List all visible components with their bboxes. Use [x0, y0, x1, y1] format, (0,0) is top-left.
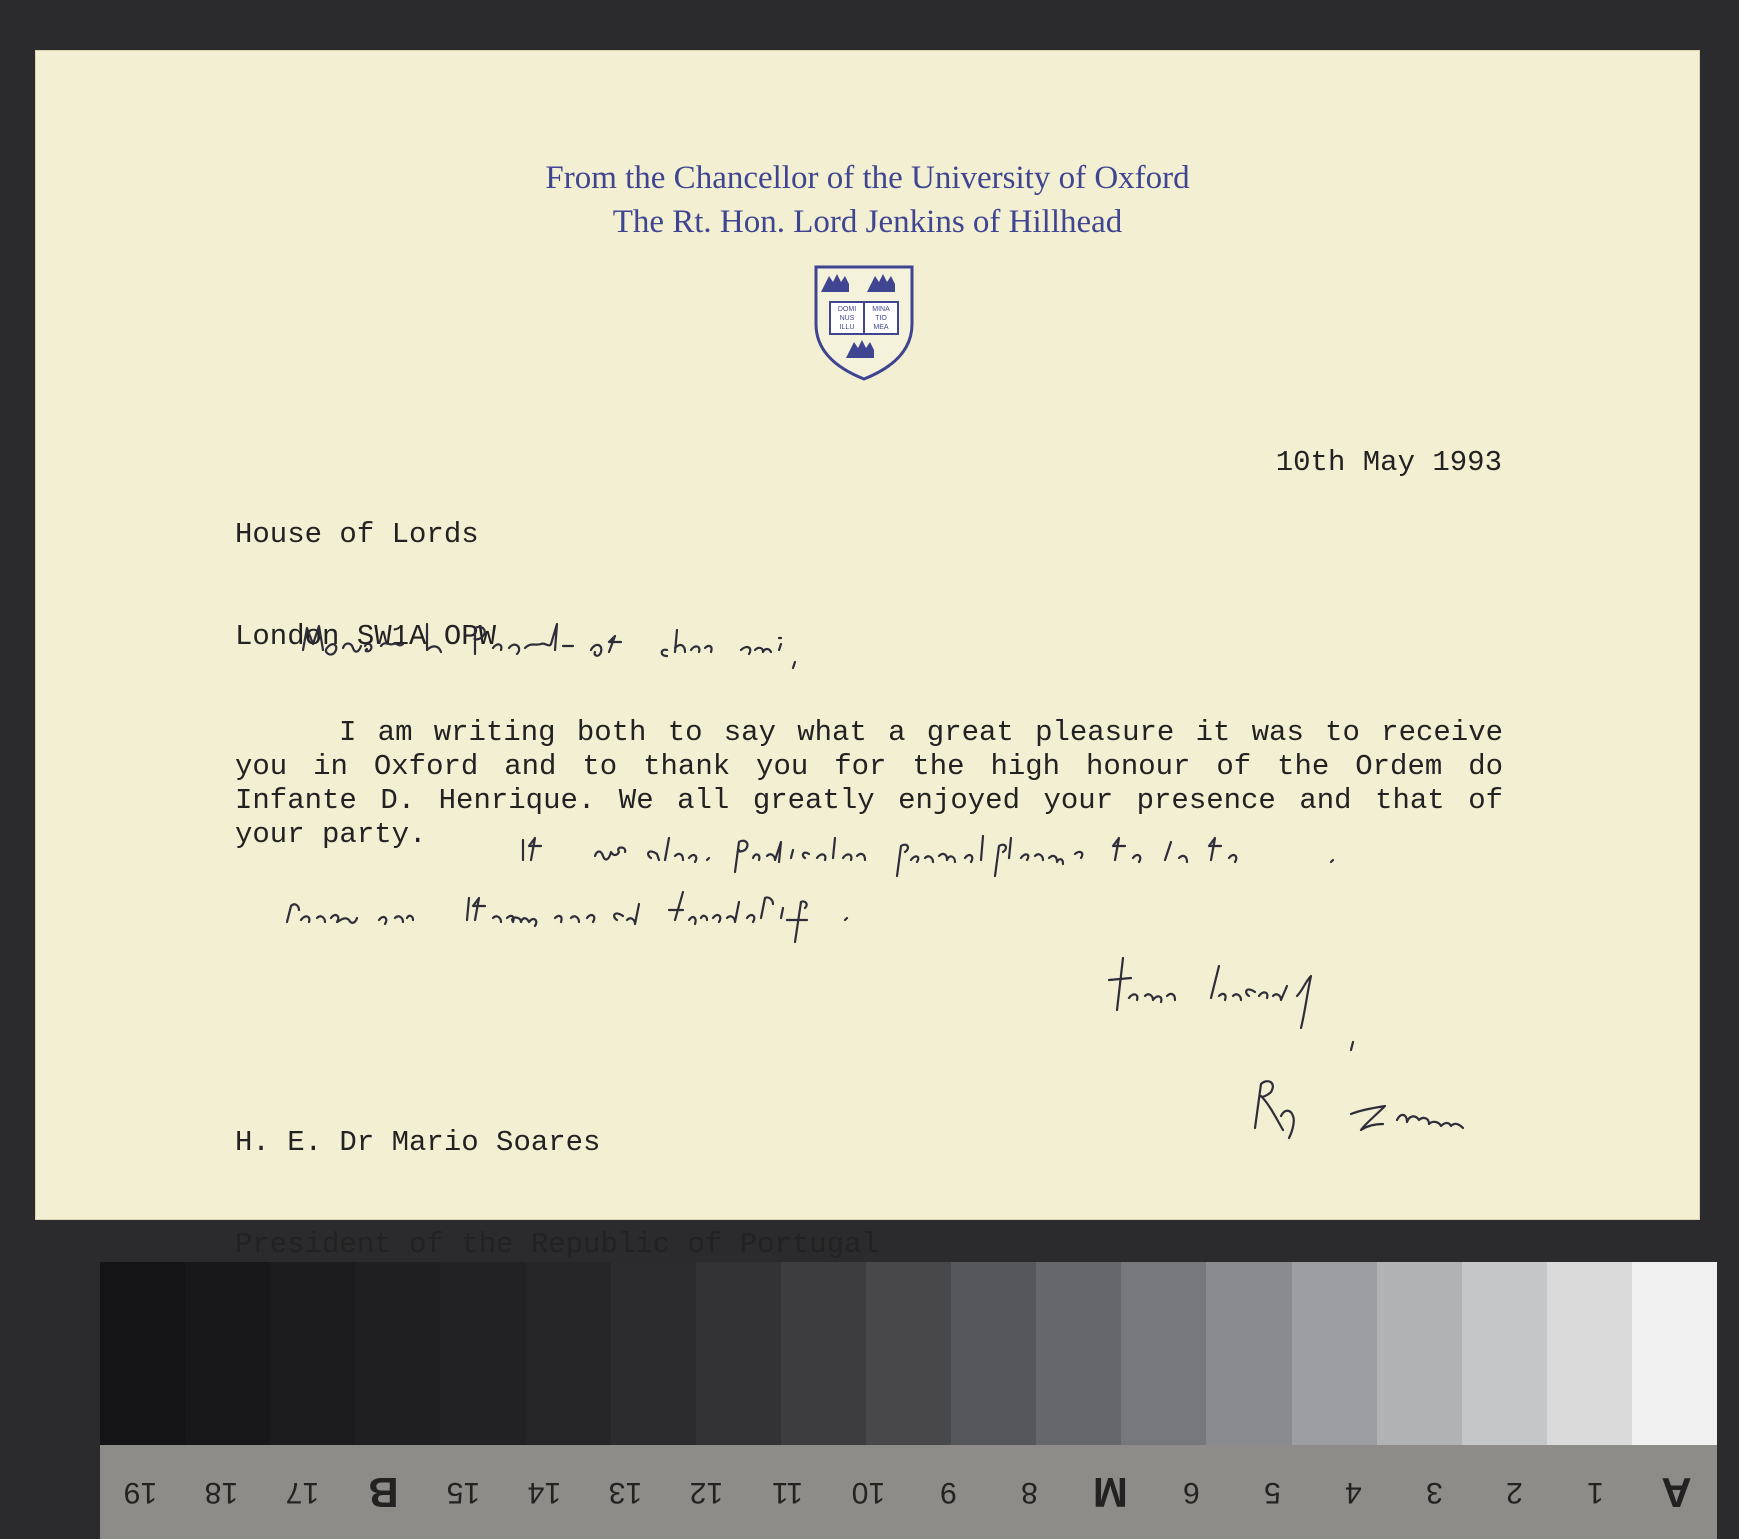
address-line1: House of Lords [235, 518, 479, 551]
letter-page [35, 50, 1700, 1261]
crest-motto-5: TIO [875, 315, 887, 322]
scale-label: 12 [689, 1476, 724, 1509]
scale-label: 15 [447, 1476, 481, 1509]
crest-motto-1: DOMI [837, 306, 857, 313]
gray-patch [611, 1262, 696, 1445]
gray-patch [1036, 1262, 1121, 1445]
gray-patch [1462, 1262, 1547, 1445]
scale-label: 3 [1425, 1476, 1443, 1509]
gray-patch [270, 1262, 355, 1445]
gray-patch [526, 1262, 611, 1445]
scale-label: 13 [608, 1476, 643, 1509]
scale-label: 14 [527, 1476, 562, 1509]
scale-label: M [1093, 1469, 1129, 1516]
handwritten-salutation [303, 624, 795, 668]
gray-patch [781, 1262, 866, 1445]
scale-label: 19 [123, 1476, 158, 1509]
gray-patch [951, 1262, 1036, 1445]
handwriting-layer [35, 50, 1700, 1220]
gray-patch [1377, 1262, 1462, 1445]
scale-strip [100, 1445, 1717, 1539]
scale-label: 17 [285, 1476, 319, 1509]
crest-motto-4: MINA [872, 306, 890, 313]
scale-label: 5 [1263, 1476, 1281, 1509]
scale-label: A [1661, 1469, 1692, 1516]
gray-patch [1292, 1262, 1377, 1445]
recipient-line2: President of the Republic of Portugal [235, 1228, 879, 1261]
letter-date: 10th May 1993 [1275, 446, 1502, 479]
gray-patch [440, 1262, 525, 1445]
gray-patch [1547, 1262, 1632, 1445]
gray-patch [1206, 1262, 1291, 1445]
gray-patch [1632, 1262, 1717, 1445]
scale-label: 18 [204, 1476, 238, 1509]
color-calibration-card [100, 1262, 1717, 1539]
recipient-line1: H. E. Dr Mario Soares [235, 1126, 601, 1159]
scale-label: 11 [771, 1476, 803, 1509]
scale-label: B [367, 1469, 399, 1516]
letterhead-line2: The Rt. Hon. Lord Jenkins of Hillhead [612, 204, 1123, 240]
crest-motto-3: ILLU [839, 324, 855, 331]
gray-patch [866, 1262, 951, 1445]
crest-motto-6: MEA [873, 324, 889, 331]
scale-label: 2 [1506, 1476, 1524, 1509]
handwritten-signature [1255, 1081, 1463, 1138]
gray-patch [696, 1262, 781, 1445]
scale-label: 9 [940, 1476, 958, 1509]
scale-label: 6 [1183, 1476, 1200, 1509]
scale-label: 8 [1021, 1476, 1039, 1509]
body-paragraph: I am writing both to say what a great pleasure it was to receive you in Oxford and to thank you for the high honour of the Ordem do Infante D. Henrique. We all greatly enjoyed your presence and that of your party. [235, 716, 1503, 851]
scale-label: 4 [1344, 1476, 1362, 1509]
gray-patch [185, 1262, 270, 1445]
letterhead-line1: From the Chancellor of the University of Oxford [545, 160, 1190, 196]
scale-label: 10 [851, 1476, 885, 1509]
gray-patch [355, 1262, 440, 1445]
address-line2: London SW1A OPW [235, 620, 497, 653]
letter-body [235, 716, 1503, 852]
gray-patches [100, 1262, 1717, 1445]
scale-label: 1 [1587, 1476, 1604, 1509]
crest-motto-2: NUS [839, 315, 855, 322]
handwritten-closing [1109, 958, 1353, 1050]
gray-patch [1121, 1262, 1206, 1445]
gray-patch [100, 1262, 185, 1445]
